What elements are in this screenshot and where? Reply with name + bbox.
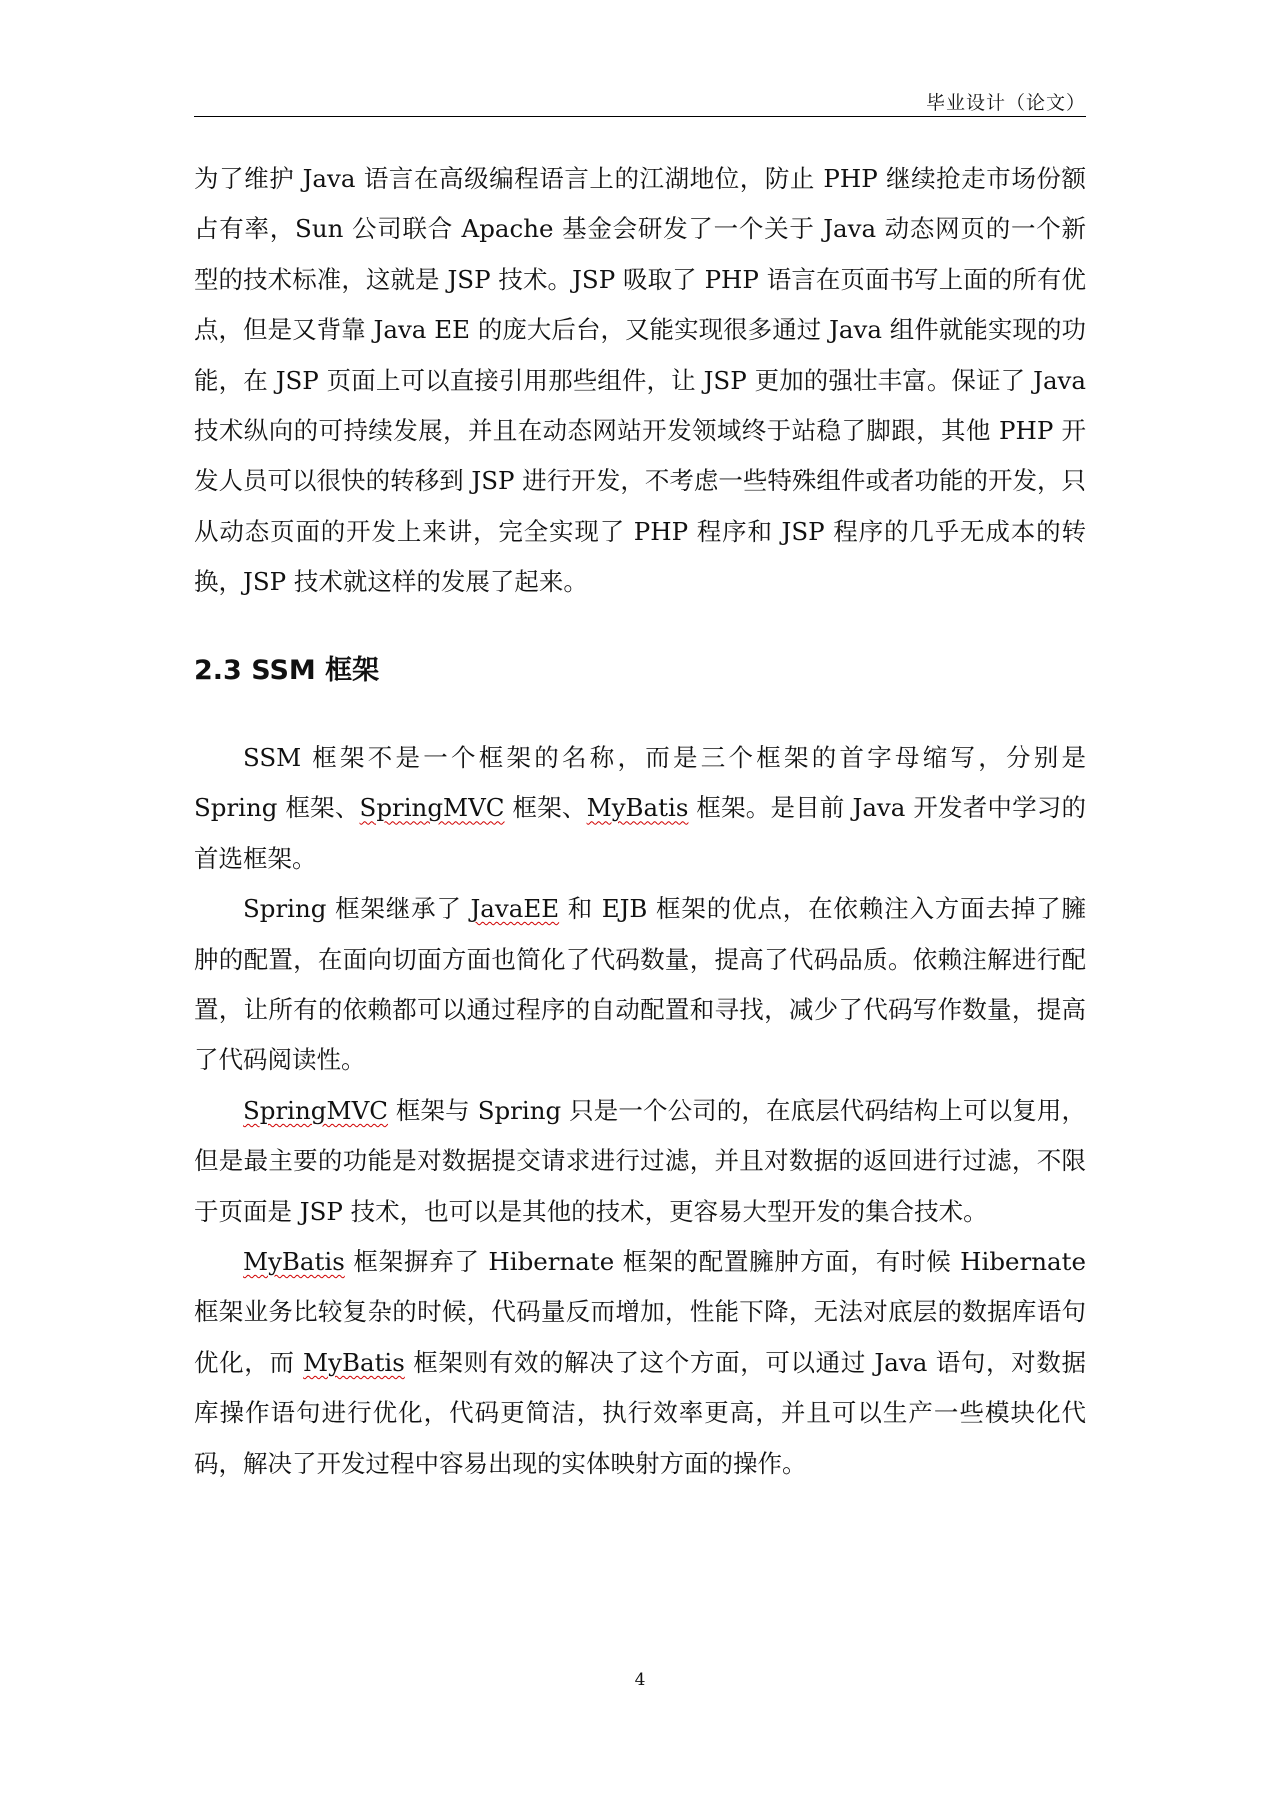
paragraph-springmvc (194, 1086, 1086, 1237)
intro-paragraph: 为了维护 Java 语言在高级编程语言上的江湖地位，防止 PHP 继续抢走市场份额占有率，Sun 公司联合 Apache 基金会研发了一个关于 Java 动态网页的一个新型的技术标准，这就是 JSP 技术。JSP 吸取了 PHP 语言在页面书写上面的所有优点，但是又背靠 Java EE 的庞大后台，又能实现很多通过 Java 组件就能实现的功能，在 JSP 页面上可以直接引用那些组件，让 JSP 更加的强壮丰富。保证了 Java 技术纵向的可持续发展，并且在动态网站开发领域终于站稳了脚跟，其他 PHP 开发人员可以很快的转移到 JSP 进行开发，不考虑一些特殊组件或者功能的开发，只从动态页面的开发上来讲，完全实现了 PHP 程序和 JSP 程序的几乎无成本的转换，JSP 技术就这样的发展了起来。 (194, 164, 1086, 597)
spellcheck-mark: MyBatis (586, 793, 689, 823)
section-body (194, 733, 1086, 1489)
text-run: 框架。是目前 Java 开发者中学习的首选框架。 (194, 793, 1086, 873)
spellcheck-mark: MyBatis (303, 1347, 405, 1377)
spellcheck-mark: MyBatis (243, 1247, 345, 1277)
intro-block (194, 154, 1086, 608)
spellcheck-mark: JavaEE (470, 894, 560, 924)
paragraph-ssm-overview (194, 733, 1086, 884)
text-run: 框架则有效的解决了这个方面，可以通过 Java 语句，对数据库操作语句进行优化，代码更简洁，执行效率更高，并且可以生产一些模块化代码，解决了开发过程中容易出现的实体映射方面的操作。 (194, 1347, 1086, 1478)
spellcheck-mark: SpringMVC (359, 793, 505, 823)
page-number: 4 (634, 1670, 646, 1690)
text-run: 和 EJB 框架的优点，在依赖注入方面去掉了臃肿的配置，在面向切面方面也简化了代码数量，提高了代码品质。依赖注解进行配置，让所有的依赖都可以通过程序的自动配置和寻找，减少了代码写作数量，提高了代码阅读性。 (194, 894, 1086, 1075)
page-header (194, 88, 1086, 117)
text-run: SSM 框架不是一个框架的名称，而是三个框架的首字母缩写，分别是 Spring 框架、 (194, 743, 1086, 823)
text-run: 框架与 Spring 只是一个公司的，在底层代码结构上可以复用，但是最主要的功能是对数据提交请求进行过滤，并且对数据的返回进行过滤，不限于页面是 JSP 技术，也可以是其他的技术，更容易大型开发的集合技术。 (194, 1095, 1086, 1226)
section-heading: 2.3 SSM 框架 (194, 655, 380, 686)
paragraph-mybatis (194, 1237, 1086, 1489)
text-run: Spring 框架继承了 (243, 894, 471, 924)
header-title: 毕业设计（论文） (925, 92, 1086, 114)
spellcheck-mark: SpringMVC (243, 1095, 389, 1125)
paragraph-spring (194, 884, 1086, 1086)
text-run: 框架、 (504, 793, 587, 823)
text-run: 框架摒弃了 Hibernate 框架的配置臃肿方面，有时候 Hibernate 框架业务比较复杂的时候，代码量反而增加，性能下降，无法对底层的数据库语句优化，而 (194, 1247, 1086, 1377)
